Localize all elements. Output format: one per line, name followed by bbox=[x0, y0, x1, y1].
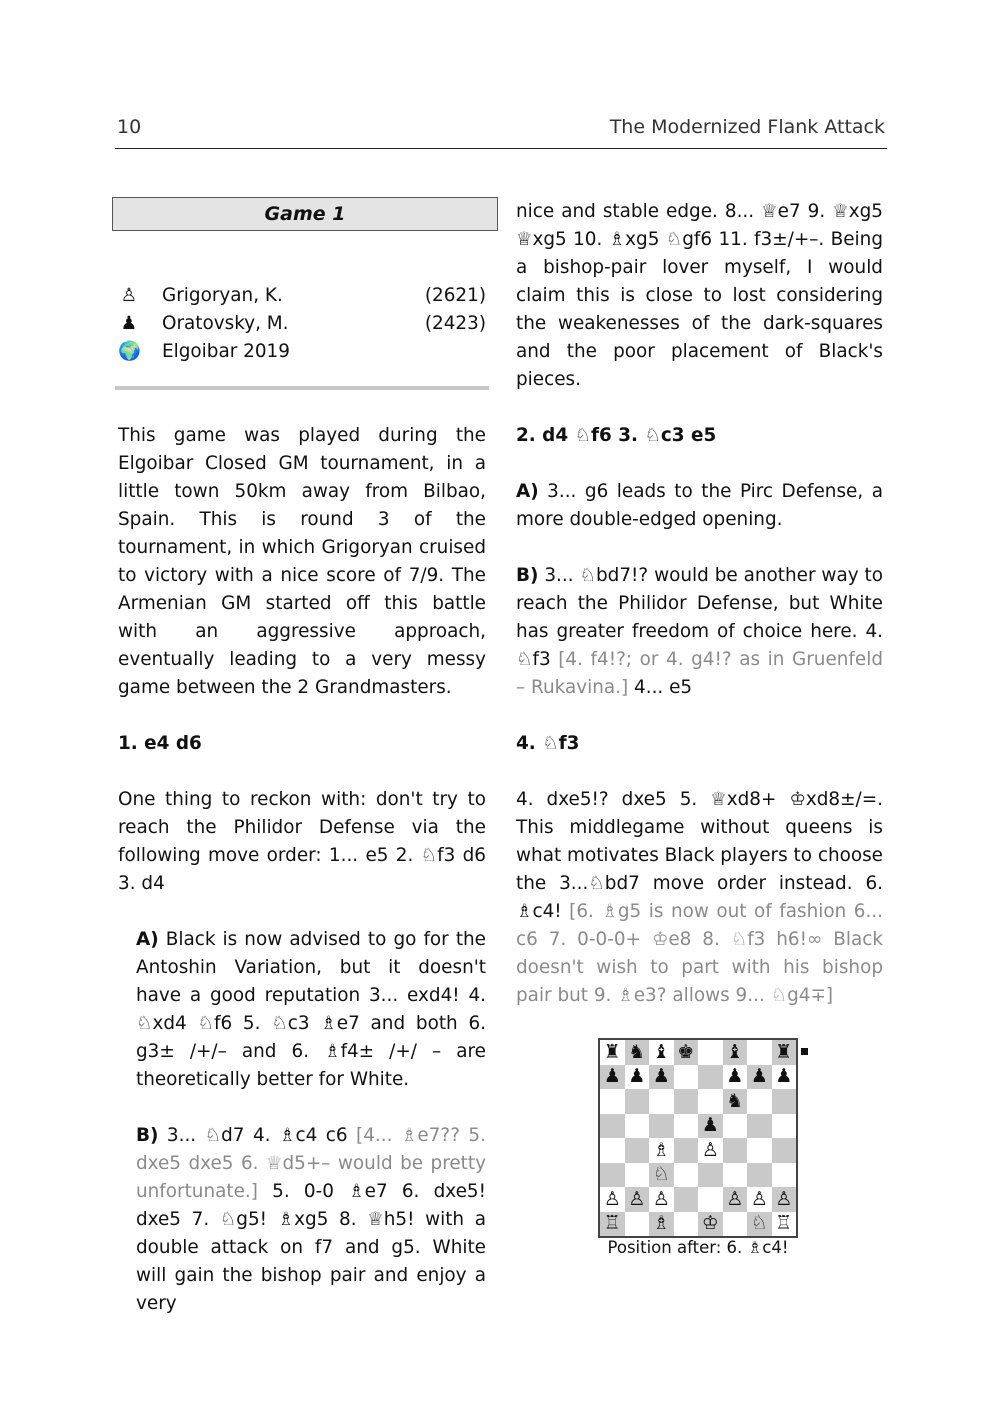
chess-board bbox=[598, 1038, 798, 1238]
square-c4: ♗ bbox=[649, 1138, 674, 1163]
move-heading-2: 2. d4 ♘f6 3. ♘c3 e5 bbox=[516, 425, 717, 446]
square-f1 bbox=[723, 1212, 748, 1237]
square-f7: ♟ bbox=[723, 1065, 748, 1090]
square-b6 bbox=[625, 1089, 650, 1114]
square-b7: ♟ bbox=[625, 1065, 650, 1090]
variation-a-label: A) bbox=[136, 929, 159, 950]
book-title: The Modernized Flank Attack bbox=[609, 116, 885, 138]
square-h6 bbox=[772, 1089, 797, 1114]
square-g7: ♟ bbox=[747, 1065, 772, 1090]
white-pawn-icon: ♙ bbox=[120, 285, 138, 306]
move4-note bbox=[516, 786, 883, 1010]
square-b2: ♙ bbox=[625, 1187, 650, 1212]
square-h2: ♙ bbox=[772, 1187, 797, 1212]
square-f4 bbox=[723, 1138, 748, 1163]
square-c7: ♟ bbox=[649, 1065, 674, 1090]
square-e2 bbox=[698, 1187, 723, 1212]
square-g4 bbox=[747, 1138, 772, 1163]
square-g5 bbox=[747, 1114, 772, 1139]
square-e4: ♙ bbox=[698, 1138, 723, 1163]
square-d4 bbox=[674, 1138, 699, 1163]
variation-b-left bbox=[118, 1122, 486, 1318]
square-c6 bbox=[649, 1089, 674, 1114]
square-e7 bbox=[698, 1065, 723, 1090]
square-g8 bbox=[747, 1040, 772, 1065]
square-b1 bbox=[625, 1212, 650, 1237]
square-b4 bbox=[625, 1138, 650, 1163]
square-c8: ♝ bbox=[649, 1040, 674, 1065]
square-f5 bbox=[723, 1114, 748, 1139]
square-d1 bbox=[674, 1212, 699, 1237]
square-c2: ♙ bbox=[649, 1187, 674, 1212]
square-f6: ♞ bbox=[723, 1089, 748, 1114]
section-divider bbox=[115, 386, 489, 390]
variation-b-right bbox=[516, 562, 883, 702]
square-g2: ♙ bbox=[747, 1187, 772, 1212]
square-h4 bbox=[772, 1138, 797, 1163]
variation-b-label: B) bbox=[516, 565, 539, 586]
move4-note-text: 4. dxe5!? dxe5 5. ♕xd8+ ♔xd8±/=. This middlegame without queens is what motivates Black players to choose the 3...♘bd7 move order instead. 6. ♗c4! bbox=[516, 789, 883, 922]
square-h3 bbox=[772, 1163, 797, 1188]
square-d8: ♚ bbox=[674, 1040, 699, 1065]
square-a8: ♜ bbox=[600, 1040, 625, 1065]
square-h5 bbox=[772, 1114, 797, 1139]
square-d5 bbox=[674, 1114, 699, 1139]
game-title-box: Game 1 bbox=[112, 197, 498, 231]
square-g3 bbox=[747, 1163, 772, 1188]
square-g1: ♘ bbox=[747, 1212, 772, 1237]
move4-subline: [6. ♗g5 is now out of fashion 6... c6 7. 0-0-0+ ♔e8 8. ♘f3 h6!∞ Black doesn't wish to part with his bishop pair but 9. ♗e3? allows 9... ♘g4∓] bbox=[516, 901, 883, 1006]
square-a1: ♖ bbox=[600, 1212, 625, 1237]
globe-icon: 🌍 bbox=[118, 341, 141, 362]
variation-a-text: 3... g6 leads to the Pirc Defense, a more double-edged opening. bbox=[516, 481, 883, 530]
player-info bbox=[118, 282, 486, 366]
square-f2: ♙ bbox=[723, 1187, 748, 1212]
continued-paragraph: nice and stable edge. 8... ♕e7 9. ♕xg5 ♕xg5 10. ♗xg5 ♘gf6 11. f3±/+–. Being a bishop-pair lover myself, I would claim this is close to lost considering the weakenesses of the dark-squares and the poor placement of Black's pieces. bbox=[516, 201, 883, 390]
square-e8 bbox=[698, 1040, 723, 1065]
black-player-elo: (2423) bbox=[424, 313, 486, 334]
variation-b-subline: [4. f4!?; or 4. g4!? as in Gruenfeld – Rukavina.] bbox=[516, 649, 883, 698]
square-e5: ♟ bbox=[698, 1114, 723, 1139]
square-d2 bbox=[674, 1187, 699, 1212]
square-a7: ♟ bbox=[600, 1065, 625, 1090]
square-d7 bbox=[674, 1065, 699, 1090]
white-player-elo: (2621) bbox=[424, 285, 486, 306]
square-a3 bbox=[600, 1163, 625, 1188]
variation-a-label: A) bbox=[516, 481, 539, 502]
variation-a-text: Black is now advised to go for the Antoshin Variation, but it doesn't have a good reputation 3... exd4! 4. ♘xd4 ♘f6 5. ♘c3 ♗e7 and both 6. g3± /+/– and 6. ♗f4± /+/ – are theoretically better for White. bbox=[136, 929, 486, 1090]
player-row-white bbox=[118, 282, 486, 310]
square-c5 bbox=[649, 1114, 674, 1139]
right-column bbox=[516, 198, 883, 1010]
square-f3 bbox=[723, 1163, 748, 1188]
square-c3: ♘ bbox=[649, 1163, 674, 1188]
variation-b-continuation: 5. 0-0 ♗e7 6. dxe5! dxe5 7. ♘g5! ♗xg5 8. ♕h5! with a double attack on f7 and g5. White will gain the bishop pair and enjoy a very bbox=[136, 1181, 486, 1314]
move-heading-1: 1. e4 d6 bbox=[118, 733, 202, 754]
black-to-move-marker bbox=[801, 1048, 808, 1055]
square-a2: ♙ bbox=[600, 1187, 625, 1212]
square-c1: ♗ bbox=[649, 1212, 674, 1237]
running-header bbox=[115, 112, 887, 149]
square-h1: ♖ bbox=[772, 1212, 797, 1237]
square-d6 bbox=[674, 1089, 699, 1114]
square-a6 bbox=[600, 1089, 625, 1114]
square-e6 bbox=[698, 1089, 723, 1114]
variation-b-continuation: 4... e5 bbox=[628, 677, 693, 698]
event-row bbox=[118, 338, 486, 366]
variation-b-text: 3... ♘bd7!? would be another way to reach the Philidor Defense, but White has greater freedom of choice here. 4. ♘f3 bbox=[516, 565, 883, 670]
square-b8: ♞ bbox=[625, 1040, 650, 1065]
variation-b-subline: [4... ♗e7?? 5. dxe5 dxe5 6. ♕d5+– would be pretty unfortunate.] bbox=[136, 1125, 486, 1202]
square-h8: ♜ bbox=[772, 1040, 797, 1065]
diagram-caption: Position after: 6. ♗c4! bbox=[607, 1238, 789, 1257]
square-g6 bbox=[747, 1089, 772, 1114]
square-f8: ♝ bbox=[723, 1040, 748, 1065]
variation-a-left bbox=[118, 926, 486, 1094]
player-row-black bbox=[118, 310, 486, 338]
left-column bbox=[118, 422, 486, 1318]
intro-paragraph: This game was played during the Elgoibar Closed GM tournament, in a little town 50km away from Bilbao, Spain. This is round 3 of the tournament, in which Grigoryan cruised to victory with a nice score of 7/9. The Armenian GM started off this battle with an aggressive approach, eventually leading to a very messy game between the 2 Grandmasters. bbox=[118, 425, 486, 698]
square-h7: ♟ bbox=[772, 1065, 797, 1090]
square-b3 bbox=[625, 1163, 650, 1188]
variation-b-label: B) bbox=[136, 1125, 159, 1146]
square-d3 bbox=[674, 1163, 699, 1188]
square-a4 bbox=[600, 1138, 625, 1163]
event-name: Elgoibar 2019 bbox=[162, 341, 290, 362]
move1-note: One thing to reckon with: don't try to reach the Philidor Defense via the following move order: 1... e5 2. ♘f3 d6 3. d4 bbox=[118, 789, 486, 894]
variation-b-text: 3... ♘d7 4. ♗c4 c6 bbox=[158, 1125, 357, 1146]
square-a5 bbox=[600, 1114, 625, 1139]
square-e1: ♔ bbox=[698, 1212, 723, 1237]
black-player-name: Oratovsky, M. bbox=[162, 313, 289, 334]
white-player-name: Grigoryan, K. bbox=[162, 285, 283, 306]
square-b5 bbox=[625, 1114, 650, 1139]
page-number: 10 bbox=[117, 116, 142, 138]
chess-diagram bbox=[598, 1038, 798, 1238]
square-e3 bbox=[698, 1163, 723, 1188]
black-pawn-icon: ♟ bbox=[120, 313, 138, 334]
move-heading-4: 4. ♘f3 bbox=[516, 733, 580, 754]
variation-a-right bbox=[516, 478, 883, 534]
